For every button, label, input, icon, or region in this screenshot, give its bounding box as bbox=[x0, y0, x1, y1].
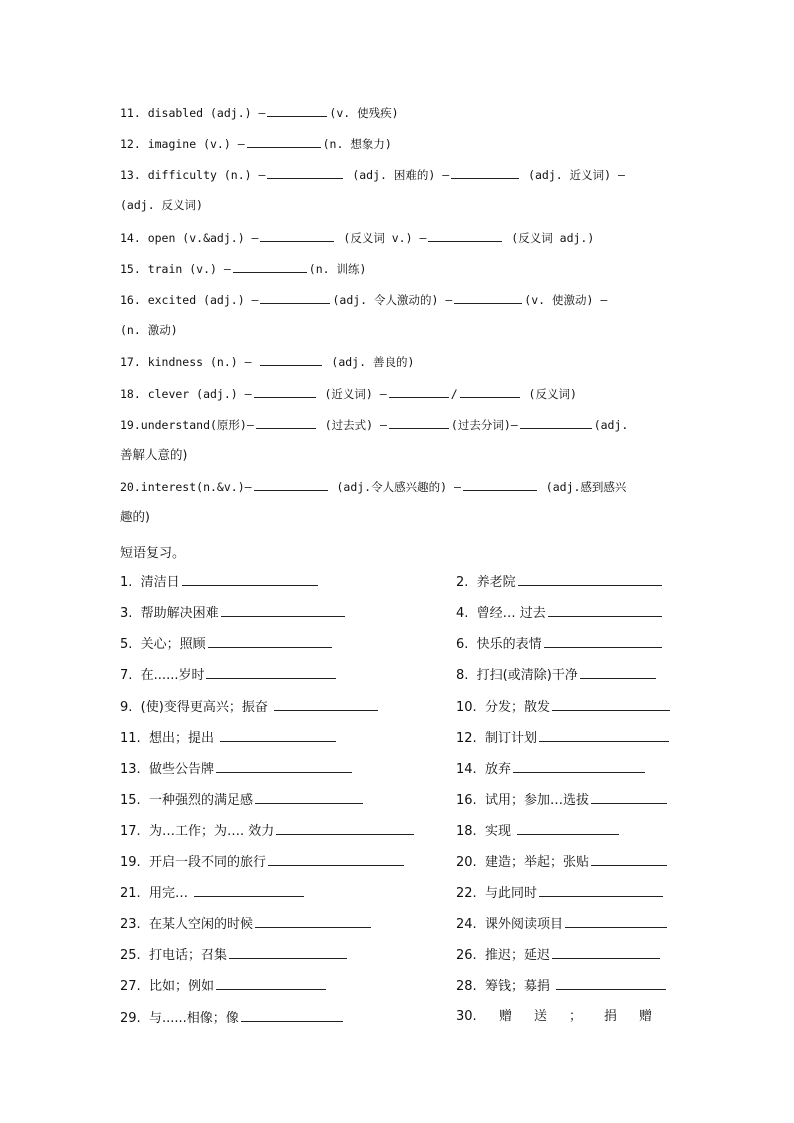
vocab-item-20: 20.interest(n.&v.)— (adj.令人感兴趣的) — (adj.感到感兴 bbox=[120, 480, 627, 494]
vocab-item-20-cont: 趣的) bbox=[120, 509, 150, 524]
answer-blank[interactable] bbox=[591, 791, 667, 804]
answer-blank[interactable] bbox=[268, 853, 404, 866]
answer-blank[interactable] bbox=[520, 416, 592, 429]
answer-blank[interactable] bbox=[220, 729, 336, 742]
phrase-8: 8. 打扫(或清除)干净 bbox=[456, 666, 658, 684]
answer-blank[interactable] bbox=[552, 946, 660, 959]
vocab-item-19-cont: 善解人意的) bbox=[120, 447, 188, 462]
answer-blank[interactable] bbox=[255, 791, 363, 804]
answer-blank[interactable] bbox=[260, 291, 330, 304]
phrase-30: 30. 赠送；捐赠 bbox=[456, 1009, 674, 1024]
phrase-16: 16. 试用；参加…选拔 bbox=[456, 791, 669, 809]
phrase-5: 5. 关心；照顾 bbox=[120, 635, 334, 653]
phrase-11: 11. 想出；提出 bbox=[120, 729, 338, 747]
answer-blank[interactable] bbox=[517, 822, 619, 835]
answer-blank[interactable] bbox=[460, 385, 520, 398]
answer-blank[interactable] bbox=[216, 760, 352, 773]
phrase-3: 3. 帮助解决困难 bbox=[120, 604, 347, 622]
answer-blank[interactable] bbox=[241, 1009, 343, 1022]
phrase-21: 21. 用完… bbox=[120, 884, 306, 902]
phrase-27: 27. 比如；例如 bbox=[120, 977, 328, 995]
answer-blank[interactable] bbox=[256, 416, 316, 429]
phrase-7: 7. 在......岁时 bbox=[120, 666, 338, 684]
phrase-19: 19. 开启一段不同的旅行 bbox=[120, 853, 406, 871]
answer-blank[interactable] bbox=[544, 635, 662, 648]
answer-blank[interactable] bbox=[565, 915, 667, 928]
answer-blank[interactable] bbox=[206, 666, 336, 679]
vocab-item-13-cont: (adj. 反义词) bbox=[120, 198, 203, 212]
answer-blank[interactable] bbox=[548, 604, 662, 617]
answer-blank[interactable] bbox=[580, 666, 656, 679]
phrase-10: 10. 分发；散发 bbox=[456, 698, 672, 716]
answer-blank[interactable] bbox=[254, 385, 316, 398]
vocab-item-16: 16. excited (adj.) — (adj. 令人激动的) — (v. 使激动) — bbox=[120, 293, 608, 307]
answer-blank[interactable] bbox=[539, 729, 669, 742]
phrase-12: 12. 制订计划 bbox=[456, 729, 671, 747]
answer-blank[interactable] bbox=[208, 635, 332, 648]
phrase-29: 29. 与......相像；像 bbox=[120, 1009, 345, 1027]
answer-blank[interactable] bbox=[428, 229, 502, 242]
phrase-24: 24. 课外阅读项目 bbox=[456, 915, 669, 933]
answer-blank[interactable] bbox=[518, 573, 662, 586]
answer-blank[interactable] bbox=[267, 166, 343, 179]
answer-blank[interactable] bbox=[267, 104, 327, 117]
phrase-20: 20. 建造；举起；张贴 bbox=[456, 853, 669, 871]
answer-blank[interactable] bbox=[260, 353, 322, 366]
answer-blank[interactable] bbox=[233, 260, 307, 273]
phrase-14: 14. 放弃 bbox=[456, 760, 647, 778]
answer-blank[interactable] bbox=[182, 573, 318, 586]
answer-blank[interactable] bbox=[254, 478, 328, 491]
answer-blank[interactable] bbox=[194, 884, 304, 897]
phrase-18: 18. 实现 bbox=[456, 822, 621, 840]
answer-blank[interactable] bbox=[247, 135, 321, 148]
phrase-25: 25. 打电话；召集 bbox=[120, 946, 349, 964]
phrase-23: 23. 在某人空闲的时候 bbox=[120, 915, 373, 933]
answer-blank[interactable] bbox=[389, 416, 449, 429]
phrase-26: 26. 推迟；延迟 bbox=[456, 946, 662, 964]
vocab-item-11: 11. disabled (adj.) — (v. 使残疾) bbox=[120, 106, 399, 120]
answer-blank[interactable] bbox=[389, 385, 449, 398]
phrase-17: 17. 为…工作；为…. 效力 bbox=[120, 822, 416, 840]
phrase-22: 22. 与此同时 bbox=[456, 884, 665, 902]
phrase-6: 6. 快乐的表情 bbox=[456, 635, 664, 653]
answer-blank[interactable] bbox=[591, 853, 667, 866]
answer-blank[interactable] bbox=[451, 166, 519, 179]
vocab-item-13: 13. difficulty (n.) — (adj. 困难的) — (adj. 近义词) — bbox=[120, 168, 625, 182]
vocab-item-14: 14. open (v.&adj.) — (反义词 v.) — (反义词 adj.) bbox=[120, 231, 595, 245]
phrase-1: 1. 清洁日 bbox=[120, 573, 320, 591]
vocab-item-12: 12. imagine (v.) — (n. 想象力) bbox=[120, 137, 392, 151]
answer-blank[interactable] bbox=[260, 229, 334, 242]
answer-blank[interactable] bbox=[274, 698, 378, 711]
answer-blank[interactable] bbox=[539, 884, 663, 897]
answer-blank[interactable] bbox=[229, 946, 347, 959]
answer-blank[interactable] bbox=[552, 698, 670, 711]
vocab-item-19: 19.understand(原形)— (过去式) — (过去分词)— (adj. bbox=[120, 418, 629, 432]
vocab-item-15: 15. train (v.) — (n. 训练) bbox=[120, 262, 367, 276]
vocab-item-17: 17. kindness (n.) — (adj. 善良的) bbox=[120, 355, 415, 369]
phrase-9: 9. (使)变得更高兴；振奋 bbox=[120, 698, 380, 716]
answer-blank[interactable] bbox=[276, 822, 414, 835]
answer-blank[interactable] bbox=[454, 291, 522, 304]
answer-blank[interactable] bbox=[216, 977, 326, 990]
phrase-2: 2. 养老院 bbox=[456, 573, 664, 591]
answer-blank[interactable] bbox=[221, 604, 345, 617]
phrase-28: 28. 筹钱；募捐 bbox=[456, 977, 668, 995]
vocab-item-16-cont: (n. 激动) bbox=[120, 323, 178, 337]
answer-blank[interactable] bbox=[513, 760, 645, 773]
phrase-15: 15. 一种强烈的满足感 bbox=[120, 791, 365, 809]
phrases-heading: 短语复习。 bbox=[120, 546, 186, 561]
phrase-4: 4. 曾经… 过去 bbox=[456, 604, 664, 622]
answer-blank[interactable] bbox=[463, 478, 537, 491]
vocab-item-18: 18. clever (adj.) — (近义词) — / (反义词) bbox=[120, 387, 577, 401]
answer-blank[interactable] bbox=[556, 977, 666, 990]
answer-blank[interactable] bbox=[255, 915, 371, 928]
phrase-13: 13. 做些公告牌 bbox=[120, 760, 354, 778]
